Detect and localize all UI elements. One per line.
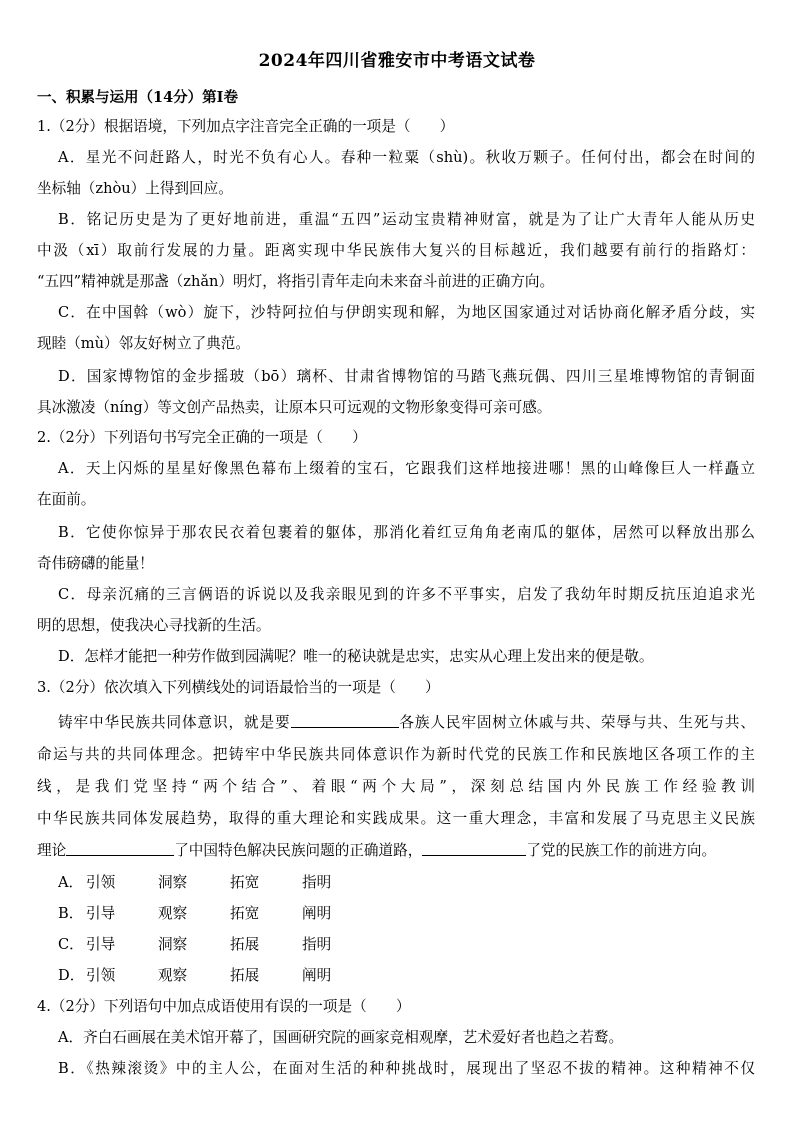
fill-blank-3 bbox=[422, 841, 526, 856]
passage-text: 各族人民牢固树立休戚与共、荣辱与共、生死与共、 bbox=[398, 714, 755, 731]
question-2-option-a-cont: 在面前。 bbox=[37, 491, 96, 508]
option-word-3: 拓展 bbox=[230, 967, 260, 984]
question-2-option-c: C．母亲沉痛的三言俩语的诉说以及我亲眼见到的许多不平事实，启发了我幼年时期反抗压迫追求光 bbox=[58, 586, 755, 603]
question-3-option-b bbox=[58, 904, 362, 924]
question-2-option-b-cont: 奇伟磅礴的能量！ bbox=[37, 555, 154, 572]
question-3-option-d bbox=[58, 966, 362, 986]
option-word-3: 拓宽 bbox=[230, 905, 260, 922]
option-word-4: 指明 bbox=[302, 874, 332, 891]
option-word-2: 洞察 bbox=[158, 936, 188, 953]
question-1-option-d: D．国家博物馆的金步摇玻（bō）璃杯、甘肃省博物馆的马踏飞燕玩偶、四川三星堆博物馆的青铜面 bbox=[58, 368, 755, 385]
question-3-passage-line-3 bbox=[37, 777, 755, 797]
option-letter: D． bbox=[58, 967, 85, 984]
option-word-4: 指明 bbox=[302, 936, 332, 953]
option-word-2: 观察 bbox=[158, 967, 188, 984]
option-word-4: 阐明 bbox=[302, 967, 332, 984]
question-4-stem: 4.（2分）下列语句中加点成语使用有误的一项是（ ） bbox=[37, 998, 411, 1015]
question-2-option-b: B．它使你惊异于那农民衣着包裹着的躯体，那消化着红豆角角老南瓜的躯体，居然可以释放出那么 bbox=[58, 524, 755, 541]
question-1-option-a-cont: 坐标轴（zhòu）上得到回应。 bbox=[37, 180, 233, 197]
option-word-1: 引导 bbox=[86, 936, 116, 953]
question-2-stem: 2.（2分）下列语句书写完全正确的一项是（ ） bbox=[37, 429, 367, 446]
option-letter: B． bbox=[58, 905, 84, 922]
option-word-1: 引领 bbox=[86, 874, 116, 891]
option-word-3: 拓展 bbox=[230, 936, 260, 953]
option-word-1: 引导 bbox=[86, 905, 116, 922]
question-3-passage-line-2: 命运与共的共同体理念。把铸牢中华民族共同体意识作为新时代党的民族工作和民族地区各项工作的主 bbox=[37, 746, 755, 763]
question-2-option-a: A．天上闪烁的星星好像黑色幕布上缀着的宝石，它跟我们这样地接进哪！黑的山峰像巨人一样矗立 bbox=[58, 460, 755, 477]
question-1-option-c-cont: 现睦（mù）邻友好树立了典范。 bbox=[37, 335, 250, 352]
question-2-option-d: D．怎样才能把一种劳作做到园满呢？唯一的秘诀就是忠实，忠实从心理上发出来的便是敬。 bbox=[58, 648, 654, 665]
question-1-option-c: C．在中国斡（wò）旋下，沙特阿拉伯与伊朗实现和解，为地区国家通过对话协商化解矛盾分歧，实 bbox=[58, 304, 755, 321]
question-1-option-a: A．星光不问赶路人，时光不负有心人。春种一粒粟（shù)。秋收万颗子。任何付出，都会在时间的 bbox=[58, 149, 755, 166]
option-word-3: 拓宽 bbox=[230, 874, 260, 891]
question-1-option-b-cont2: “五四”精神就是那盏（zhǎn）明灯，将指引青年走向未来奋斗前进的正确方向。 bbox=[37, 273, 555, 290]
fill-blank-2 bbox=[66, 841, 174, 856]
question-2-option-c-cont: 明的思想，使我决心寻找新的生活。 bbox=[37, 617, 271, 634]
question-3-passage-line-4: 中华民族共同体发展趋势，取得的重大理论和实践成果。这一重大理念，丰富和发展了马克思主义民族 bbox=[37, 810, 755, 827]
passage-text: 铸牢中华民族共同体意识，就是要 bbox=[58, 714, 291, 731]
question-3-passage-line-5 bbox=[37, 841, 716, 861]
passage-text: 线，是我们党坚持“两个结合”、着眼“两个大局”，深刻总结国内外民族工作经验教训 bbox=[37, 778, 755, 795]
page-title: 2024年四川省雅安市中考语文试卷 bbox=[258, 51, 536, 71]
option-word-2: 观察 bbox=[158, 905, 188, 922]
question-3-option-a bbox=[58, 873, 362, 893]
section-heading: 一、积累与运用（14分）第Ⅰ卷 bbox=[37, 89, 238, 106]
question-4-option-a: A．齐白石画展在美术馆开幕了，国画研究院的画家竞相观摩，艺术爱好者也趋之若鹜。 bbox=[58, 1029, 624, 1046]
option-letter: C． bbox=[58, 936, 84, 953]
option-word-4: 阐明 bbox=[302, 905, 332, 922]
option-letter: A． bbox=[58, 874, 84, 891]
option-word-2: 洞察 bbox=[158, 874, 188, 891]
question-1-stem: 1.（2分）根据语境，下列加点字注音完全正确的一项是（ ） bbox=[37, 118, 455, 135]
passage-text: 了中国特色解决民族问题的正确道路， bbox=[174, 842, 423, 859]
question-4-option-b: B．《热辣滚烫》中的主人公，在面对生活的种种挑战时，展现出了坚忍不拔的精神。这种精神不仅 bbox=[58, 1060, 755, 1077]
option-word-1: 引领 bbox=[86, 967, 116, 984]
question-3-passage-line-1 bbox=[58, 713, 755, 733]
question-1-option-d-cont: 具冰激凌（níng）等文创产品热卖，让原本只可远观的文物形象变得可亲可感。 bbox=[37, 399, 552, 416]
passage-text: 理论 bbox=[37, 842, 67, 859]
question-3-option-c bbox=[58, 935, 362, 955]
question-1-option-b: B．铭记历史是为了更好地前进，重温“五四”运动宝贵精神财富，就是为了让广大青年人能从历史 bbox=[58, 211, 755, 228]
passage-text: 了党的民族工作的前进方向。 bbox=[526, 842, 717, 859]
fill-blank-1 bbox=[291, 713, 399, 728]
question-3-stem: 3.（2分）依次填入下列横线处的词语最恰当的一项是（ ） bbox=[37, 679, 440, 696]
question-1-option-b-cont: 中汲（xī）取前行发展的力量。距离实现中华民族伟大复兴的目标越近，我们越要有前行的指路灯： bbox=[37, 242, 755, 259]
